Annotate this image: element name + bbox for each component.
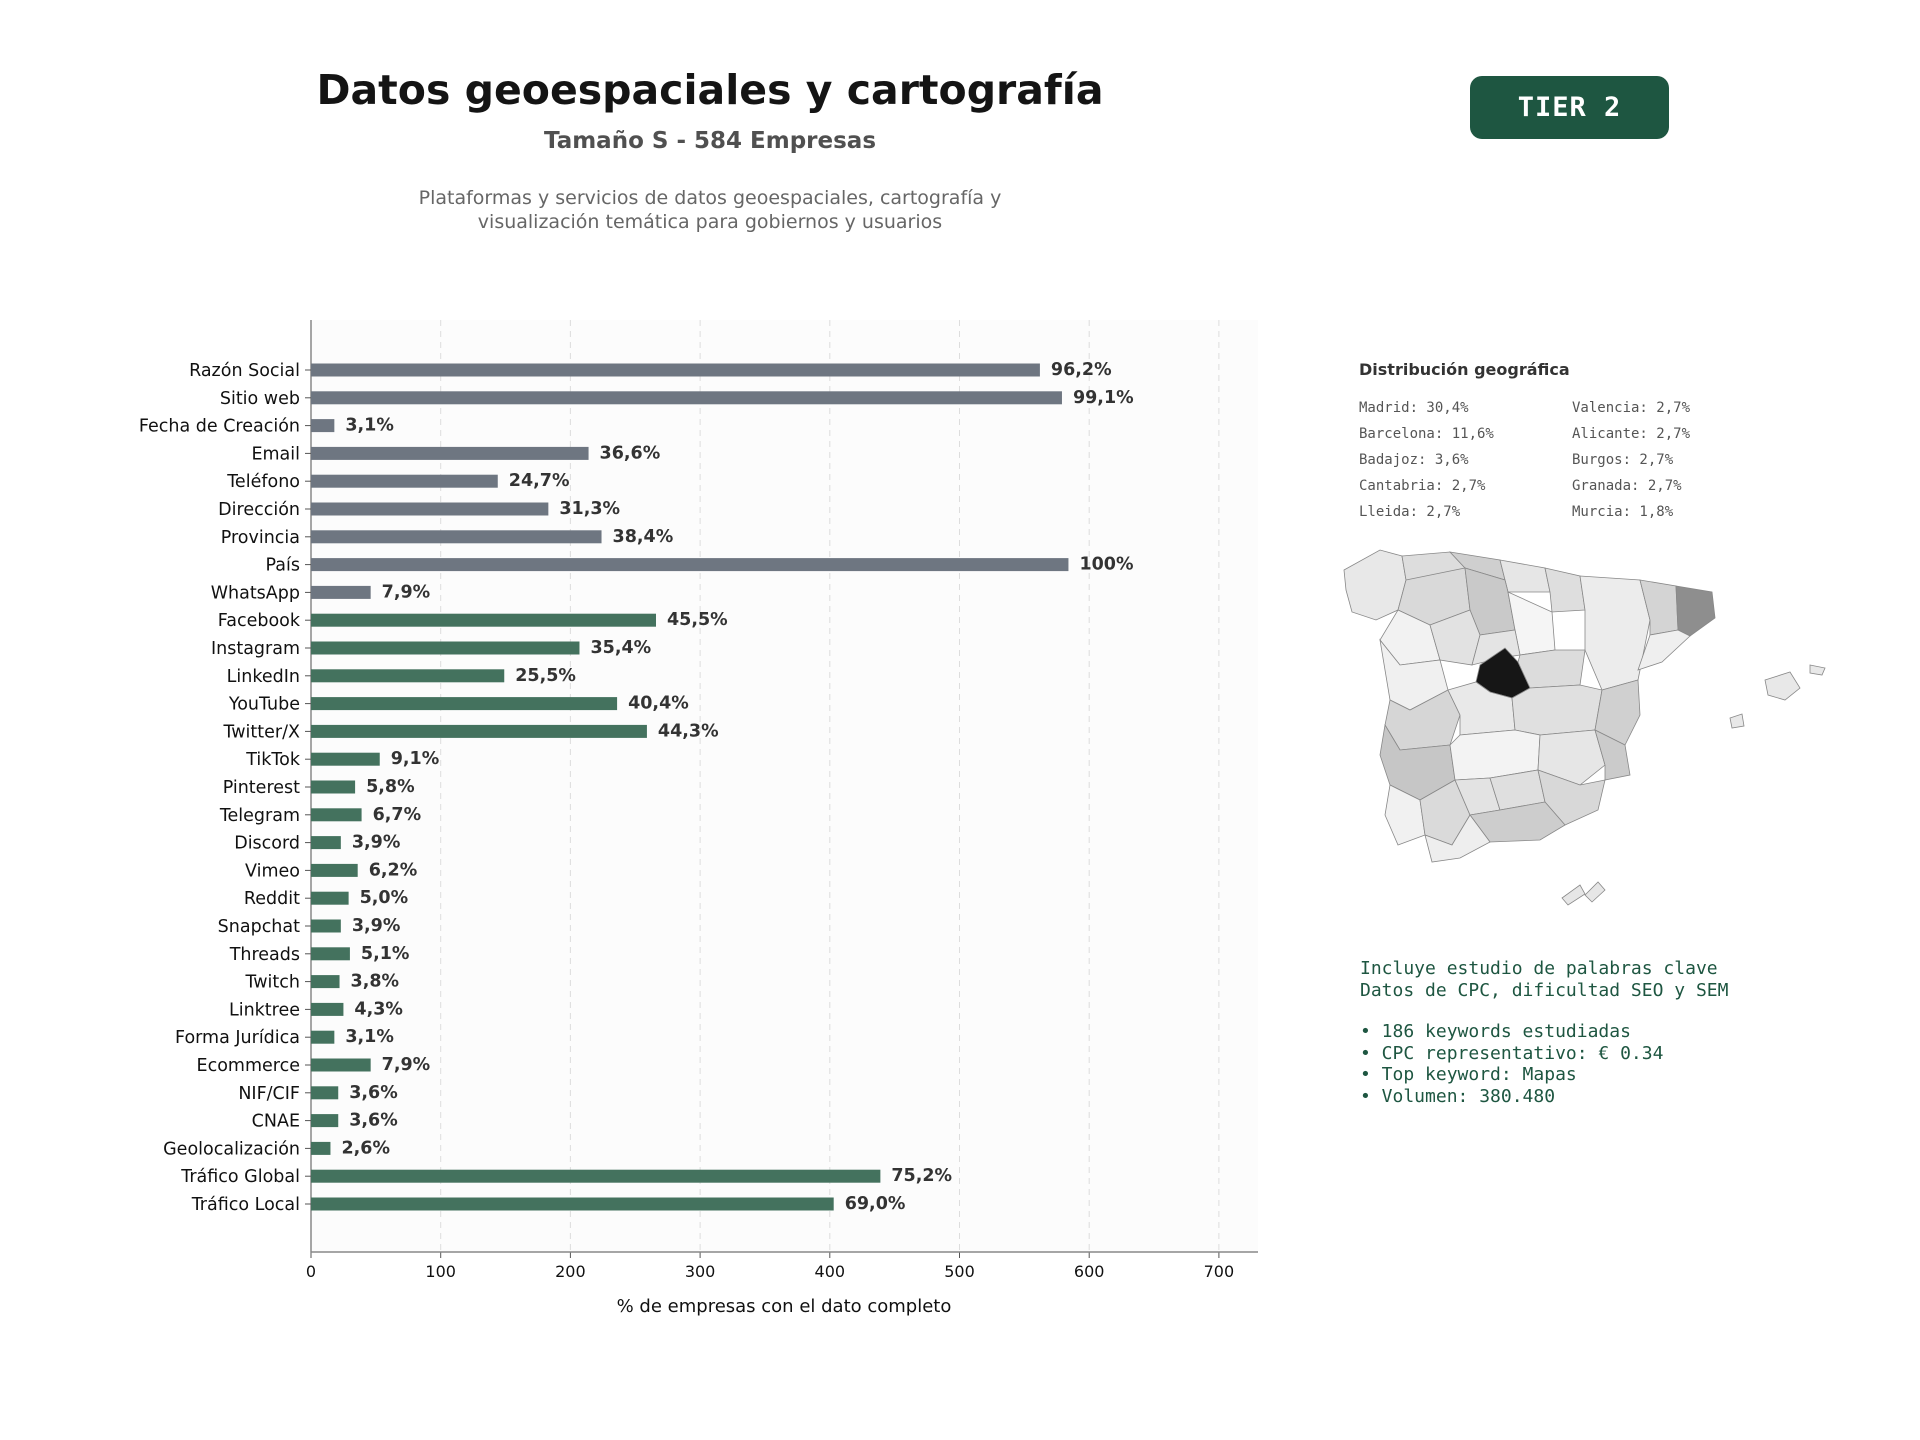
category-label: LinkedIn [226,666,300,687]
bar [311,753,380,766]
x-tick-label: 700 [1203,1262,1235,1281]
description-line-1: Plataformas y servicios de datos geoespaciales, cartografía y [418,187,1002,209]
value-label: 31,3% [559,499,621,519]
bar [311,836,341,849]
bar [311,781,355,794]
value-label: 9,1% [390,749,440,770]
category-label: Dirección [218,500,300,520]
bar [311,503,548,516]
category-label: Twitter/X [223,722,300,743]
map-region-pais-vasco [1500,560,1550,592]
map-region-menorca [1810,665,1825,675]
map-region-guadalajara [1518,650,1585,688]
category-label: Snapchat [217,917,300,937]
bar [311,725,647,738]
value-label: 6,7% [372,804,422,825]
geo-stat-alicante: Alicante: 2,7% [1572,426,1691,442]
bar [311,1114,338,1127]
geo-stat-badajoz: Badajoz: 3,6% [1359,452,1469,468]
x-tick-label: 200 [555,1262,586,1281]
value-label: 100% [1079,554,1134,575]
bar [311,947,350,960]
map-region-aragon [1580,576,1650,690]
map-region-galicia [1344,550,1406,620]
description-line-2: visualización temática para gobiernos y usuarios [477,211,943,233]
bar [311,808,362,821]
value-label: 24,7% [508,471,570,492]
map-region-fuerteventura [1562,885,1585,905]
map-region-lanzarote [1585,882,1605,902]
geo-stat-lleida: Lleida: 2,7% [1359,504,1461,520]
x-tick-label: 500 [944,1262,975,1281]
value-label: 3,6% [349,1110,398,1131]
category-label: País [265,555,300,576]
value-label: 96,2% [1050,360,1112,380]
geo-stat-granada: Granada: 2,7% [1572,478,1682,494]
category-label: TikTok [246,750,300,771]
bar [311,447,589,460]
keyword-bullet-cpc: • CPC representativo: € 0.34 [1360,1042,1664,1064]
bar [311,1059,371,1072]
category-label: Vimeo [245,861,300,882]
category-label: Discord [234,833,300,854]
bar [311,419,334,432]
value-label: 3,9% [351,916,401,936]
x-tick-label: 600 [1073,1262,1105,1281]
keyword-bullet-count: • 186 keywords estudiadas [1360,1021,1631,1042]
category-label: Telegram [219,805,300,826]
category-label: Email [251,444,300,465]
keyword-study-line-1: Incluye estudio de palabras clave [1360,958,1718,979]
category-label: Instagram [210,639,300,659]
category-label: Reddit [243,889,300,910]
bar [311,558,1068,571]
tier-badge: TIER 2 [1470,76,1669,139]
value-label: 7,9% [381,1055,431,1075]
value-label: 38,4% [612,526,674,547]
value-label: 35,4% [590,638,652,658]
bar [311,1031,334,1044]
keyword-bullet-top: • Top keyword: Mapas [1360,1064,1577,1085]
keyword-spacer [1360,1001,1728,1021]
bar [311,614,656,627]
x-tick-label: 400 [814,1262,846,1281]
value-label: 44,3% [657,721,719,742]
value-label: 2,6% [341,1138,391,1159]
category-label: YouTube [228,694,300,715]
value-label: 3,6% [349,1082,398,1103]
category-label: Sitio web [219,388,300,409]
category-label: Pinterest [222,778,300,798]
value-label: 3,9% [351,832,401,853]
category-label: Geolocalización [163,1139,300,1160]
bar [311,864,358,877]
bar [311,975,340,988]
bar [311,364,1040,377]
value-label: 36,6% [599,443,661,464]
category-label: Provincia [220,527,300,548]
category-label: Twitch [245,972,300,993]
x-tick-label: 0 [305,1262,317,1281]
category-label: Threads [229,944,300,965]
map-region-navarra [1545,568,1585,612]
category-label: Teléfono [227,472,300,493]
value-label: 6,2% [368,860,418,881]
value-label: 99,1% [1072,387,1134,408]
geo-stat-burgos: Burgos: 2,7% [1572,452,1674,468]
keyword-study-line-2: Datos de CPC, dificultad SEO y SEM [1360,979,1729,1001]
geo-stat-madrid: Madrid: 30,4% [1359,400,1469,416]
x-tick-label: 100 [425,1262,456,1281]
bar [311,1086,338,1099]
category-label: Linktree [228,1000,300,1021]
category-label: Forma Jurídica [175,1028,300,1049]
value-label: 25,5% [515,665,576,686]
value-label: 5,0% [359,888,409,909]
bar [311,530,602,543]
x-tick-label: 300 [684,1262,716,1281]
category-label: Razón Social [189,361,300,381]
category-label: CNAE [251,1111,300,1132]
category-label: Tráfico Local [191,1195,300,1215]
keyword-study-block [1360,958,1728,1107]
keyword-bullet-volume: • Volumen: 380.480 [1360,1085,1556,1107]
category-label: Facebook [217,611,300,632]
map-region-ibiza [1730,714,1744,728]
value-label: 3,1% [345,1027,394,1048]
bar [311,475,498,488]
bar [311,642,579,655]
value-label: 3,8% [350,971,400,992]
value-label: 40,4% [628,693,689,714]
bar [311,586,371,599]
bar [311,1170,880,1183]
geo-stat-valencia: Valencia: 2,7% [1572,400,1691,416]
value-label: 75,2% [891,1166,953,1187]
geo-distribution-title: Distribución geográfica [1359,360,1570,379]
value-label: 3,1% [345,415,394,436]
value-label: 69,0% [844,1194,906,1214]
page-title: Datos geoespaciales y cartografía [316,66,1104,114]
map-region-barcelona [1676,586,1715,636]
value-label: 7,9% [381,582,431,603]
bar [311,391,1062,404]
bar [311,1003,343,1016]
spain-province-map [1340,540,1840,910]
map-region-cuenca [1512,685,1602,735]
category-label: Tráfico Global [181,1167,300,1188]
geo-stat-cantabria: Cantabria: 2,7% [1359,478,1486,494]
bar [311,697,617,710]
bar [311,1142,330,1155]
value-label: 5,8% [366,777,415,797]
bar [311,669,504,682]
page-subtitle: Tamaño S - 584 Empresas [543,128,877,154]
bar [311,1198,834,1211]
geo-stat-murcia: Murcia: 1,8% [1572,504,1674,520]
value-label: 45,5% [667,610,728,631]
value-label: 4,3% [354,999,403,1020]
map-region-mallorca [1765,672,1800,700]
x-axis-label: % de empresas con el dato completo [616,1296,952,1317]
value-label: 5,1% [360,943,410,964]
bar [311,892,349,905]
category-label: Ecommerce [196,1056,300,1076]
category-label: NIF/CIF [238,1083,300,1104]
category-label: WhatsApp [210,583,300,604]
geo-stat-barcelona: Barcelona: 11,6% [1359,426,1494,442]
bar [311,920,341,933]
category-label: Fecha de Creación [138,416,300,437]
